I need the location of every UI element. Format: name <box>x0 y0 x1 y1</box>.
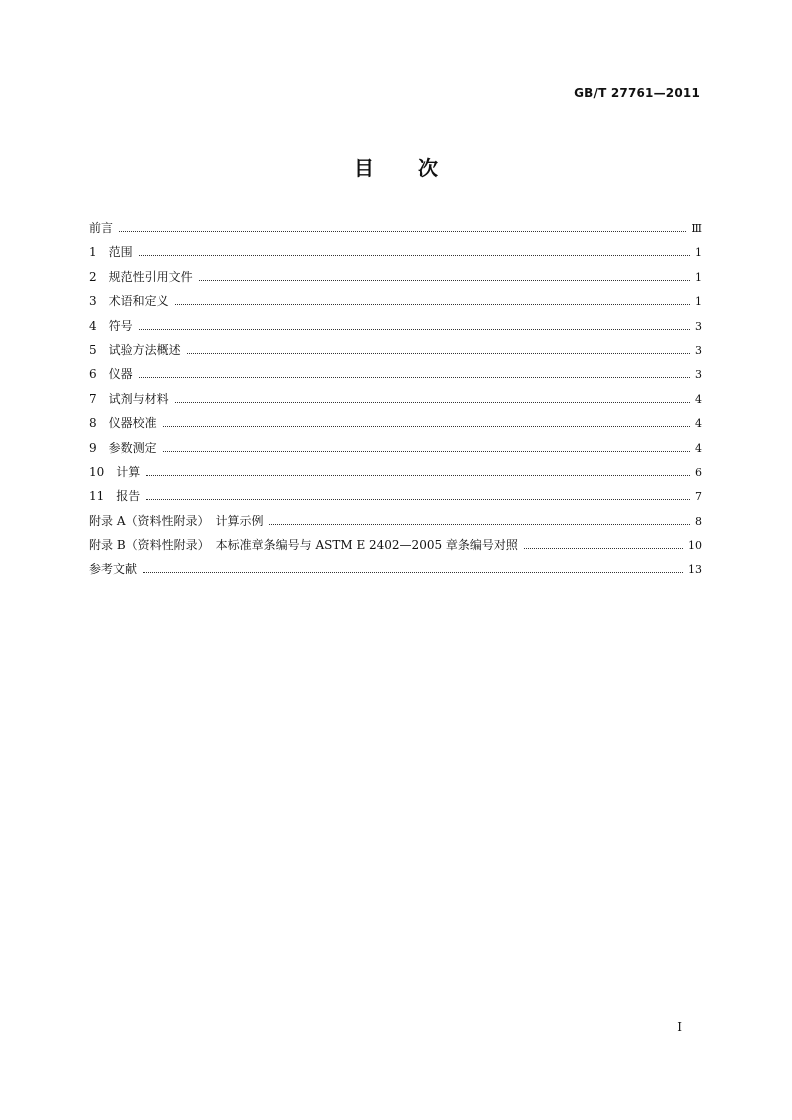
toc-entry-page: 3 <box>695 319 702 333</box>
toc-entry-method-summary[interactable] <box>89 339 702 363</box>
toc-entry-bibliography[interactable] <box>89 558 702 582</box>
toc-entry-page: 3 <box>695 368 702 382</box>
toc-leader-dots <box>143 558 683 573</box>
toc-leader-dots <box>119 217 686 232</box>
toc-entry-foreword[interactable] <box>89 217 702 241</box>
toc-entry-calculation[interactable] <box>89 461 702 485</box>
toc-entry-label: 7 试剂与材料 <box>89 391 169 406</box>
toc-entry-page: 4 <box>695 417 702 431</box>
toc-leader-dots <box>269 510 690 525</box>
toc-leader-dots <box>524 534 683 549</box>
toc-leader-dots <box>175 388 690 403</box>
toc-entry-calibration[interactable] <box>89 412 702 436</box>
toc-entry-page: 8 <box>695 514 702 528</box>
toc-entry-label: 前言 <box>89 221 114 235</box>
toc-entry-page: 1 <box>695 246 702 260</box>
toc-entry-label: 9 参数测定 <box>89 440 157 455</box>
toc-entry-page: 4 <box>695 392 702 406</box>
toc-entry-page: 4 <box>695 441 702 455</box>
toc-entry-label: 附录 B（资料性附录） 本标准章条编号与 ASTM E 2402—2005 章条编号对照 <box>89 538 518 553</box>
toc-entry-label: 1 范围 <box>89 245 133 260</box>
title-char-2: 次 <box>418 156 438 180</box>
toc-entry-normative-references[interactable] <box>89 266 702 290</box>
page-title <box>0 152 792 181</box>
toc-entry-page: 13 <box>688 563 702 577</box>
toc-entry-label: 6 仪器 <box>89 367 133 382</box>
toc-entry-annex-a[interactable] <box>89 510 702 534</box>
toc-entry-page: 7 <box>695 490 702 504</box>
toc-leader-dots <box>163 412 690 427</box>
toc-entry-label: 8 仪器校准 <box>89 416 157 431</box>
toc-entry-page: 1 <box>695 295 702 309</box>
toc-entry-label: 10 计算 <box>89 464 141 479</box>
toc-entry-page: 3 <box>695 343 702 357</box>
toc-leader-dots <box>175 290 690 305</box>
toc-entry-symbols[interactable] <box>89 315 702 339</box>
toc-entry-label: 11 报告 <box>89 489 141 504</box>
toc-entry-label: 4 符号 <box>89 318 133 333</box>
title-char-1: 目 <box>354 156 374 180</box>
toc-leader-dots <box>139 241 690 256</box>
page-number: I <box>677 1020 682 1034</box>
toc-entry-parameter-measurement[interactable] <box>89 437 702 461</box>
toc-entry-label: 3 术语和定义 <box>89 294 169 309</box>
toc-leader-dots <box>139 315 690 330</box>
toc-entry-label: 附录 A（资料性附录） 计算示例 <box>89 513 264 528</box>
toc-entry-page: 6 <box>695 465 702 479</box>
standard-code: GB/T 27761—2011 <box>574 86 700 100</box>
table-of-contents <box>89 217 702 583</box>
toc-entry-page: 1 <box>695 270 702 284</box>
toc-leader-dots <box>163 437 690 452</box>
toc-entry-label: 参考文献 <box>89 562 138 577</box>
toc-entry-terms[interactable] <box>89 290 702 314</box>
toc-entry-apparatus[interactable] <box>89 363 702 387</box>
toc-leader-dots <box>187 339 690 354</box>
toc-leader-dots <box>146 461 690 476</box>
toc-entry-page: Ⅲ <box>691 222 702 235</box>
toc-leader-dots <box>199 266 690 281</box>
toc-entry-annex-b[interactable] <box>89 534 702 558</box>
toc-leader-dots <box>139 363 690 378</box>
toc-entry-report[interactable] <box>89 485 702 509</box>
toc-entry-page: 10 <box>688 539 702 553</box>
toc-leader-dots <box>146 485 690 500</box>
toc-entry-reagents[interactable] <box>89 388 702 412</box>
toc-entry-scope[interactable] <box>89 241 702 265</box>
toc-entry-label: 5 试验方法概述 <box>89 342 181 357</box>
toc-entry-label: 2 规范性引用文件 <box>89 269 193 284</box>
